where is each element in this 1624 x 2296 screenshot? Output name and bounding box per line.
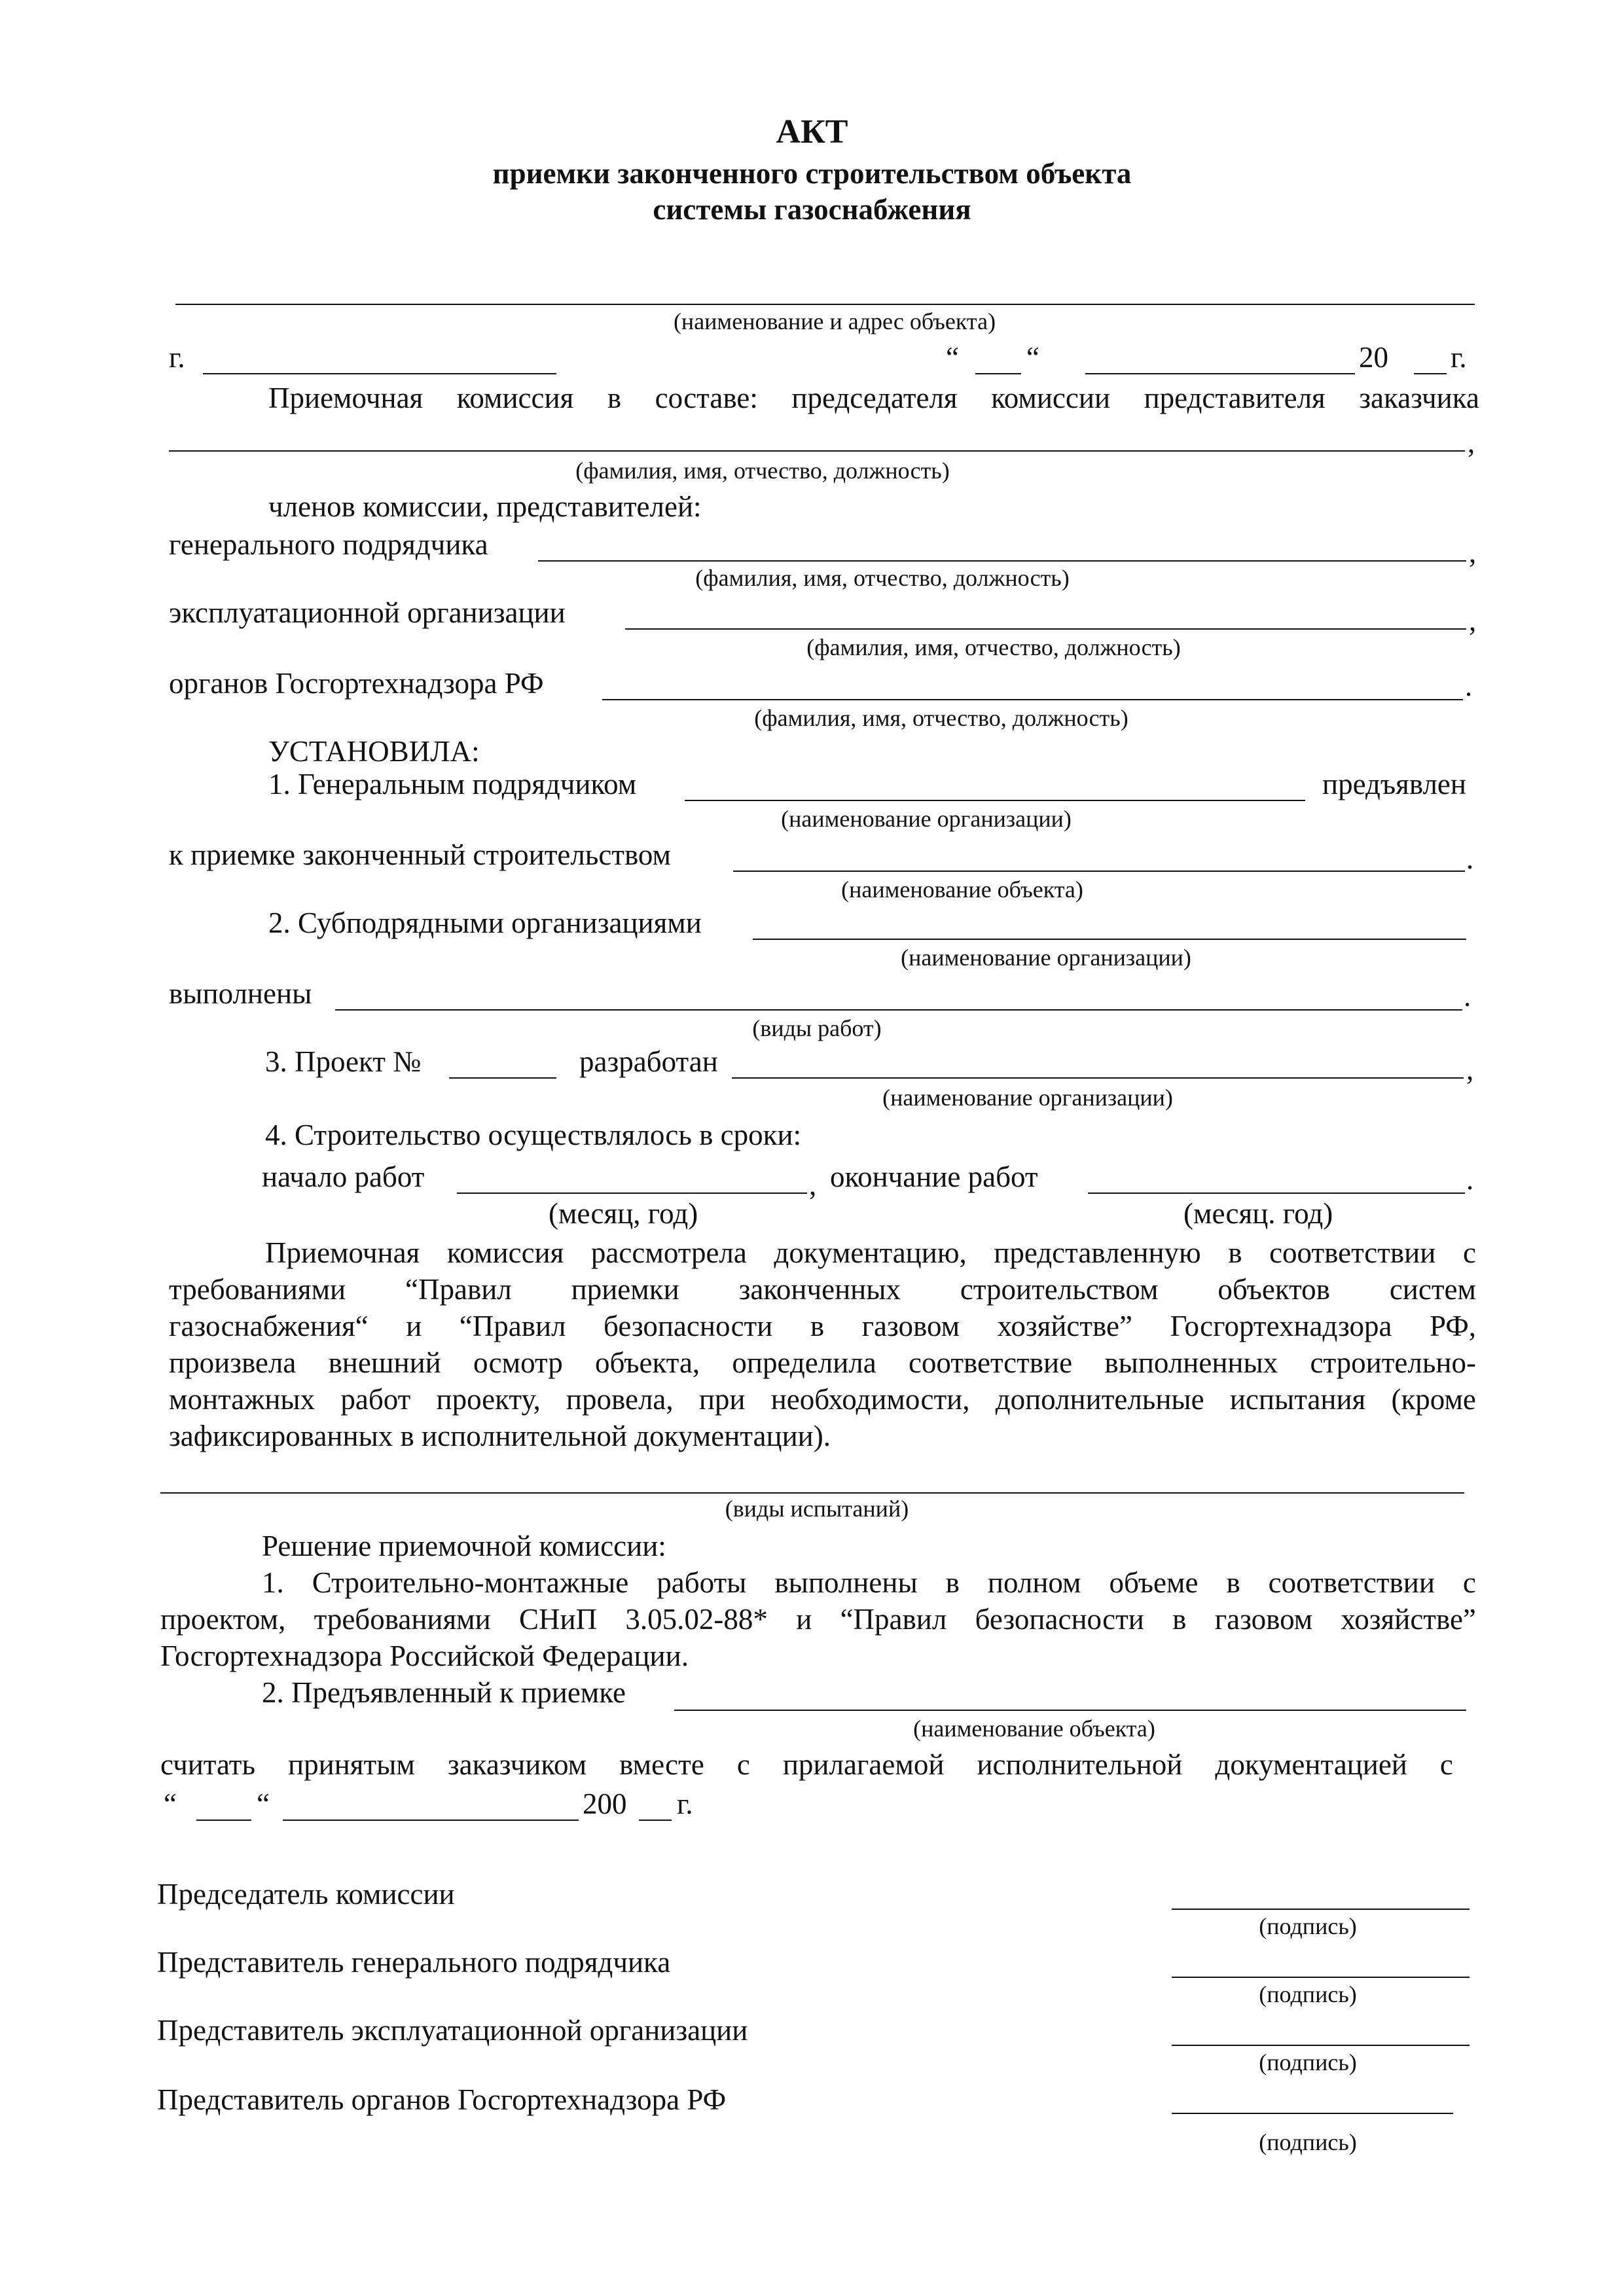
- item3-label: 3. Проект №: [265, 1045, 422, 1078]
- comma: ,: [809, 1168, 817, 1201]
- general-contractor-org-field[interactable]: [685, 800, 1305, 801]
- paragraph-line-text-word: произвела: [169, 1346, 297, 1379]
- accept-line-text-word: исполнительной: [977, 1748, 1183, 1781]
- signature-label-gosgortekhnadzor: Представитель органов Госгортехнадзора РФ: [157, 2083, 727, 2116]
- subcontractors-field[interactable]: [753, 939, 1466, 940]
- paragraph-line-text-word: осмотр: [473, 1346, 563, 1379]
- paragraph-line-text-word: требованиями: [169, 1273, 346, 1306]
- caption-org-name: (наименование организации): [901, 944, 1191, 971]
- paragraph-line: зафиксированных в исполнительной документации).: [169, 1420, 831, 1452]
- decision-line-text-word: в: [945, 1566, 960, 1599]
- decision-line: [262, 1566, 1476, 1600]
- accept-day-field[interactable]: [196, 1820, 251, 1821]
- accept-line-text-word: принятым: [288, 1748, 415, 1781]
- established-heading: УСТАНОВИЛА:: [268, 735, 480, 768]
- caption-fio: (фамилия, имя, отчество, должность): [695, 565, 1070, 591]
- caption-tests: (виды испытаний): [725, 1496, 909, 1522]
- comma: ,: [1466, 1053, 1474, 1086]
- chairman-field[interactable]: [169, 450, 1465, 452]
- caption-signature: (подпись): [1259, 1981, 1357, 2007]
- commission-intro-text-word: составе:: [655, 382, 758, 414]
- object-field[interactable]: [733, 870, 1465, 872]
- presented-object-field[interactable]: [674, 1710, 1466, 1711]
- paragraph-line-text-word: в: [810, 1310, 825, 1342]
- caption-object-name: (наименование и адрес объекта): [673, 308, 996, 334]
- caption-signature: (подпись): [1259, 2049, 1357, 2075]
- paragraph-line-text-word: выполненных: [1104, 1346, 1278, 1379]
- commission-intro-text-word: комиссии: [991, 382, 1111, 414]
- year-suffix: г.: [1451, 341, 1467, 374]
- paragraph-line-text-word: монтажных: [169, 1383, 316, 1416]
- year-field[interactable]: [1414, 373, 1447, 374]
- paragraph-line-text-word: проекту,: [436, 1383, 541, 1416]
- label-gosgortekhnadzor: органов Госгортехнадзора РФ: [169, 667, 544, 700]
- paragraph-line-text-word: газоснабжения“: [169, 1310, 369, 1342]
- accept-line-text-word: заказчиком: [447, 1748, 587, 1781]
- paragraph-line-text-word: испытания: [1229, 1383, 1366, 1416]
- signature-field-chair[interactable]: [1172, 1909, 1470, 1910]
- done-label: выполнены: [169, 977, 312, 1010]
- quote-open: “: [164, 1787, 177, 1820]
- paragraph-line-text-word: дополнительные: [995, 1383, 1204, 1416]
- paragraph-line-text-word: внешний: [328, 1346, 441, 1379]
- caption-signature: (подпись): [1259, 2129, 1357, 2155]
- paragraph-line-text-word: безопасности: [604, 1310, 773, 1342]
- accept-line: [160, 1748, 1453, 1782]
- decision-line-text-word: Строительно-монтажные: [312, 1566, 629, 1599]
- paragraph-line-text-word: с: [1462, 1236, 1476, 1269]
- commission-intro-text-word: Приемочная: [268, 382, 424, 414]
- start-work-field[interactable]: [457, 1193, 807, 1194]
- commission-intro-text-word: представителя: [1144, 382, 1326, 414]
- comma: ,: [1468, 426, 1475, 459]
- decision-line-text-word: хозяйстве”: [1341, 1603, 1476, 1636]
- decision-line-text-word: безопасности: [975, 1603, 1144, 1636]
- decision-line-text-word: в: [1172, 1603, 1187, 1636]
- developer-org-field[interactable]: [732, 1077, 1464, 1079]
- paragraph-line-text-word: документацию,: [774, 1236, 967, 1269]
- doc-subtitle-2: системы газоснабжения: [653, 193, 971, 226]
- paragraph-line-text-word: Приемочная: [265, 1236, 420, 1269]
- paragraph-line: [265, 1236, 1476, 1270]
- item2-label: 2. Субподрядными организациями: [268, 906, 702, 939]
- decision-line-text-word: проектом,: [160, 1603, 286, 1636]
- paragraph-line-text-word: провела,: [566, 1383, 674, 1416]
- commission-intro-text-word: председателя: [791, 382, 958, 414]
- paragraph-line-text-word: и: [406, 1310, 422, 1342]
- commission-intro-text-word: комиссия: [456, 382, 574, 414]
- decision-line: Госгортехнадзора Российской Федерации.: [160, 1640, 689, 1672]
- paragraph-line: [169, 1272, 1476, 1306]
- decision-line-text-word: требованиями: [314, 1603, 491, 1636]
- commission-intro: [268, 381, 1479, 415]
- commission-intro-text-word: в: [607, 382, 622, 414]
- start-work-label: начало работ: [262, 1160, 425, 1193]
- decision-line-text-word: с: [1462, 1566, 1476, 1599]
- accept-line-text-word: с: [736, 1748, 750, 1781]
- period: .: [1465, 670, 1473, 702]
- tests-field[interactable]: [160, 1492, 1464, 1494]
- caption-fio: (фамилия, имя, отчество, должность): [754, 705, 1128, 731]
- paragraph-line-text-word: комиссия: [446, 1236, 564, 1269]
- paragraph-line-text-word: строительно-: [1310, 1346, 1476, 1379]
- caption-object: (наименование объекта): [841, 876, 1083, 903]
- paragraph-line-text-word: объектов: [1218, 1273, 1330, 1306]
- decision-line-text-word: и: [796, 1603, 812, 1636]
- decision-line-text-word: СНиП: [519, 1603, 598, 1636]
- paragraph-line-text-word: представленную: [994, 1236, 1201, 1269]
- paragraph-line-text-word: приемки: [571, 1273, 679, 1306]
- signature-label-chair: Председатель комиссии: [157, 1878, 455, 1910]
- paragraph-line-text-word: в: [1228, 1236, 1242, 1269]
- caption-work-types: (виды работ): [752, 1015, 882, 1041]
- paragraph-line-text-word: рассмотрела: [590, 1236, 747, 1269]
- paragraph-line-text-word: объекта,: [594, 1346, 700, 1379]
- signature-field-operating[interactable]: [1172, 2045, 1470, 2046]
- paragraph-line-text-word: систем: [1389, 1273, 1476, 1306]
- decision-line-text-word: “Правил: [840, 1603, 947, 1636]
- period: .: [1466, 842, 1474, 875]
- paragraph-line-text-word: соответствии: [1269, 1236, 1436, 1269]
- paragraph-line-text-word: “Правил: [459, 1310, 566, 1342]
- accept-line-text-word: с: [1439, 1748, 1453, 1781]
- decision-line-text-word: газовом: [1214, 1603, 1313, 1636]
- project-number-field[interactable]: [449, 1077, 556, 1079]
- quote-close: “: [1026, 341, 1039, 374]
- city-field[interactable]: [203, 373, 556, 374]
- item-presented: 2. Предъявленный к приемке: [262, 1676, 626, 1709]
- caption-org-name: (наименование организации): [781, 806, 1072, 832]
- decision-line-text-word: полном: [987, 1566, 1081, 1599]
- commission-intro-text-word: заказчика: [1359, 382, 1479, 414]
- paragraph-line-text-word: (кроме: [1391, 1383, 1476, 1416]
- label-general-contractor: генерального подрядчика: [169, 528, 488, 561]
- accept-month-field[interactable]: [283, 1820, 579, 1821]
- quote-open: “: [946, 341, 959, 374]
- signature-field-gosgortekhnadzor[interactable]: [1172, 2113, 1453, 2114]
- caption-signature: (подпись): [1259, 1913, 1357, 1939]
- paragraph-line-text-word: хозяйстве”: [997, 1310, 1132, 1342]
- period: .: [1464, 980, 1471, 1013]
- quote-close: “: [257, 1787, 270, 1820]
- caption-org-name: (наименование организации): [882, 1085, 1173, 1111]
- paragraph-line-text-word: при: [698, 1383, 746, 1416]
- accept-year-field[interactable]: [639, 1820, 672, 1821]
- comma: ,: [1469, 536, 1477, 569]
- paragraph-line-text-word: соответствие: [908, 1346, 1073, 1379]
- item1-presented: предъявлен: [1322, 768, 1466, 800]
- caption-month-year: (месяц, год): [549, 1197, 698, 1230]
- paragraph-line-text-word: “Правил: [405, 1273, 512, 1306]
- day-field[interactable]: [975, 373, 1021, 374]
- paragraph-line-text-word: работ: [340, 1383, 411, 1416]
- general-contractor-field[interactable]: [538, 560, 1466, 562]
- period: .: [1466, 1163, 1474, 1196]
- decision-line-text-word: 3.05.02-88*: [625, 1603, 768, 1636]
- item3-developed: разработан: [579, 1045, 718, 1078]
- paragraph-line: [169, 1382, 1476, 1416]
- caption-fio: (фамилия, имя, отчество, должность): [575, 457, 950, 484]
- accept-year-prefix: 200: [583, 1787, 627, 1820]
- decision-line-text-word: выполнены: [774, 1566, 918, 1599]
- operating-org-field[interactable]: [625, 628, 1466, 630]
- paragraph-line-text-word: строительством: [960, 1273, 1159, 1306]
- caption-fio: (фамилия, имя, отчество, должность): [806, 634, 1181, 660]
- object-name-field[interactable]: [175, 304, 1475, 305]
- paragraph-line-text-word: необходимости,: [770, 1383, 970, 1416]
- doc-subtitle: приемки законченного строительством объекта: [492, 157, 1132, 190]
- paragraph-line-text-word: законченных: [738, 1273, 901, 1306]
- paragraph-line-text-word: газовом: [861, 1310, 960, 1342]
- paragraph-line-text-word: определила: [732, 1346, 876, 1379]
- year-suffix: г.: [677, 1787, 693, 1820]
- paragraph-line: [169, 1346, 1476, 1380]
- item4-label: 4. Строительство осуществлялось в сроки:: [265, 1119, 802, 1151]
- year-prefix: 20: [1359, 341, 1388, 374]
- accept-line-text-word: считать: [160, 1748, 255, 1781]
- paragraph-line: [169, 1309, 1476, 1343]
- item1-label: 1. Генеральным подрядчиком: [268, 768, 637, 800]
- decision-line-text-word: в: [1226, 1566, 1240, 1599]
- accept-line-text-word: документацией: [1215, 1748, 1407, 1781]
- month-field[interactable]: [1085, 373, 1355, 374]
- work-types-field[interactable]: [335, 1009, 1462, 1011]
- doc-title: АКТ: [776, 113, 848, 151]
- caption-month-year: (месяц. год): [1183, 1197, 1333, 1230]
- end-work-field[interactable]: [1088, 1193, 1465, 1194]
- end-work-label: окончание работ: [830, 1160, 1038, 1193]
- accept-line-text-word: прилагаемой: [782, 1748, 945, 1781]
- accept-line-text-word: вместе: [619, 1748, 704, 1781]
- comma: ,: [1469, 604, 1477, 637]
- paragraph-line-text-word: РФ,: [1429, 1310, 1476, 1342]
- signature-field-general[interactable]: [1172, 1977, 1470, 1978]
- paragraph-line-text-word: Госгортехнадзора: [1170, 1310, 1392, 1342]
- decision-line-text-word: объеме: [1109, 1566, 1199, 1599]
- label-operating-org: эксплуатационной организации: [169, 596, 566, 629]
- decision-line-text-word: работы: [657, 1566, 747, 1599]
- decision-line-text-word: 1.: [262, 1566, 284, 1599]
- city-prefix: г.: [169, 341, 185, 374]
- gosgortekhnadzor-field[interactable]: [602, 699, 1463, 700]
- signature-label-general: Представитель генерального подрядчика: [157, 1946, 671, 1979]
- decision-heading: Решение приемочной комиссии:: [262, 1530, 666, 1562]
- members-intro: членов комиссии, представителей:: [268, 490, 702, 523]
- decision-line: [160, 1602, 1476, 1636]
- caption-object: (наименование объекта): [913, 1715, 1155, 1742]
- item1-continuation: к приемке законченный строительством: [169, 838, 672, 871]
- signature-label-operating: Представитель эксплуатационной организации: [157, 2014, 748, 2047]
- decision-line-text-word: соответствии: [1268, 1566, 1435, 1599]
